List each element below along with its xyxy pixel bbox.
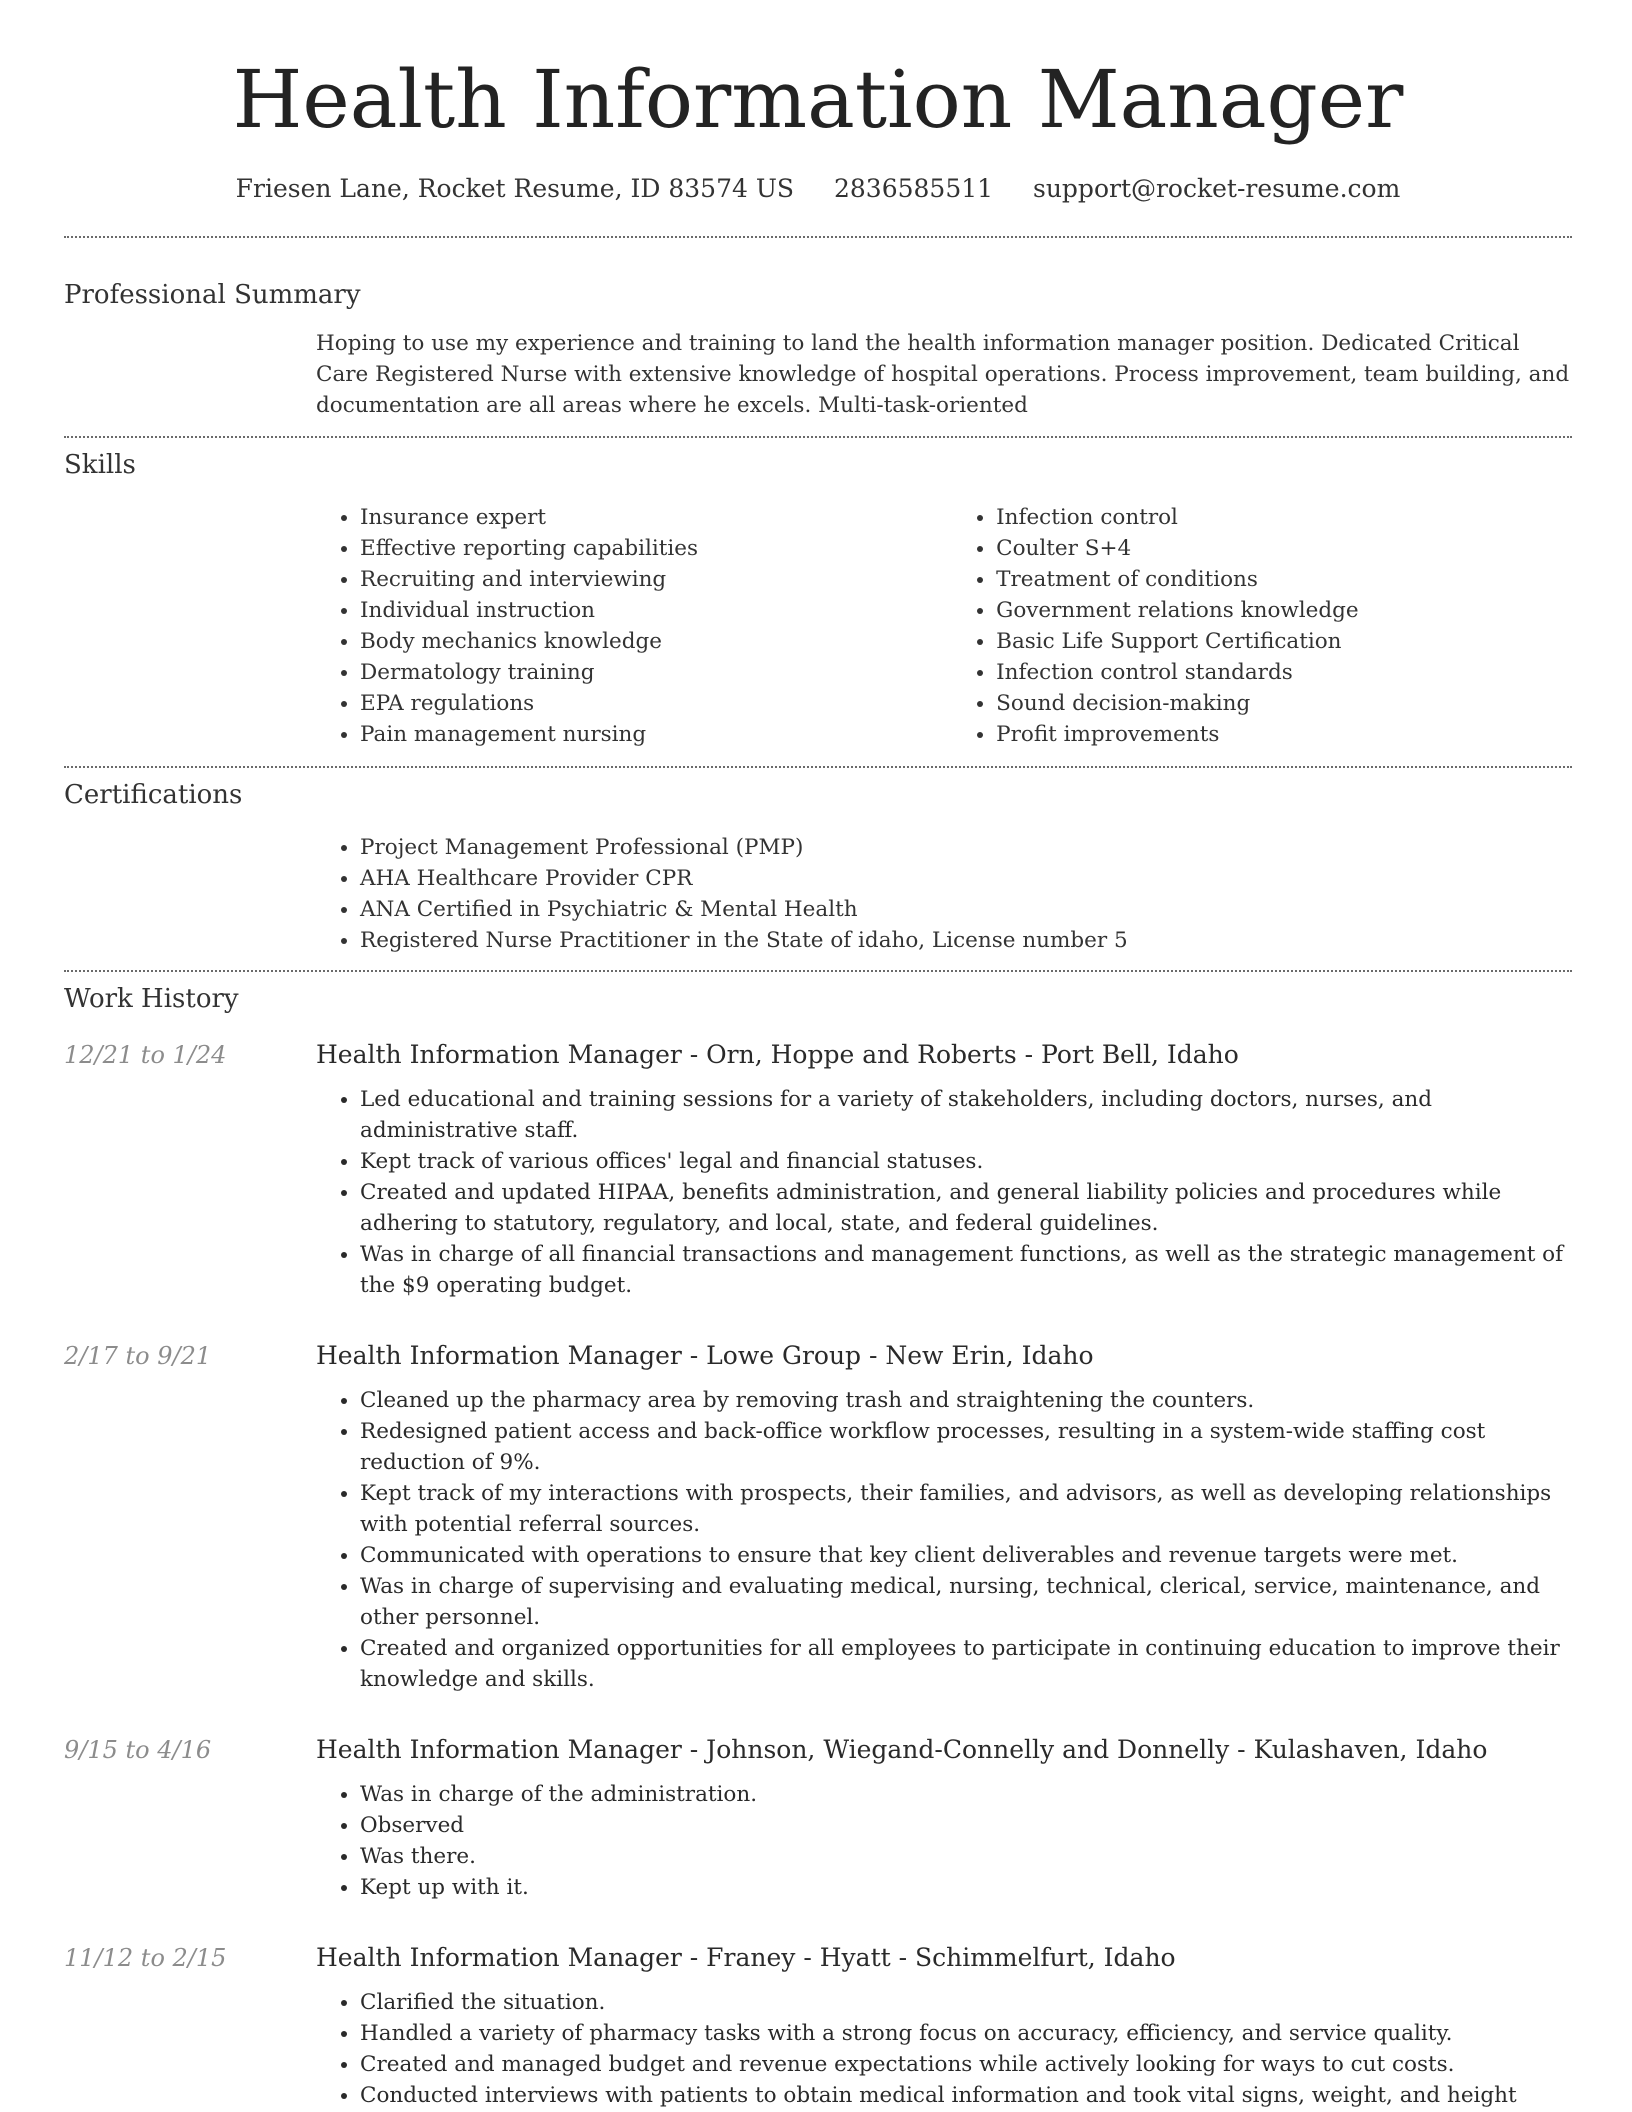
list-item: • Observed: [360, 1810, 1572, 1841]
section-title-certifications: Certifications: [64, 780, 243, 810]
contact-address: Friesen Lane, Rocket Resume, ID 83574 US: [235, 174, 795, 203]
skills-section: [64, 438, 1572, 750]
job-title: Health Information Manager - Lowe Group - New Erin, Idaho: [316, 1341, 1094, 1370]
candidate-name: Health Information Manager: [232, 53, 1404, 146]
list-item: • AHA Healthcare Provider CPR: [360, 863, 1572, 894]
section-title-summary: Professional Summary: [64, 280, 361, 310]
list-item: • Project Management Professional (PMP): [360, 832, 1572, 863]
list-item: • Government relations knowledge: [996, 595, 1572, 626]
skills-list-left: [316, 502, 952, 750]
contact-phone: 2836585511: [833, 174, 994, 203]
certifications-content: [316, 832, 1572, 956]
job-dates: 11/12 to 2/15: [64, 1944, 227, 1972]
list-item: • Infection control: [996, 502, 1572, 533]
list-item: • Kept track of various offices' legal and financial statuses.: [360, 1146, 1572, 1177]
list-item: • Created and managed budget and revenue expectations while actively looking for ways to cut costs.: [360, 2049, 1572, 2080]
list-item: • Clarified the situation.: [360, 1987, 1572, 2018]
list-item: • Kept track of my interactions with prospects, their families, and advisors, as well as developing relationships with potential referral sources.: [360, 1478, 1572, 1540]
resume-page: [64, 0, 1572, 2111]
list-item: • Led educational and training sessions for a variety of stakeholders, including doctors, nurses, and administrative staff.: [360, 1084, 1572, 1146]
job-bullets: [316, 1084, 1572, 1301]
list-item: • Handled a variety of pharmacy tasks with a strong focus on accuracy, efficiency, and service quality.: [360, 2018, 1572, 2049]
job-body: [316, 1941, 1572, 2111]
list-item: • Dermatology training: [360, 657, 952, 688]
job-bullets: [316, 1385, 1572, 1695]
list-item: • Was in charge of the administration.: [360, 1779, 1572, 1810]
job-title: Health Information Manager - Franey - Hyatt - Schimmelfurt, Idaho: [316, 1943, 1176, 1972]
contact-line: [64, 172, 1572, 206]
job-dates: 2/17 to 9/21: [64, 1342, 212, 1370]
job-body: [316, 1733, 1572, 1903]
list-item: • Insurance expert: [360, 502, 952, 533]
list-item: • Registered Nurse Practitioner in the State of idaho, License number 5: [360, 925, 1572, 956]
list-item: • Pain management nursing: [360, 719, 952, 750]
list-item: • EPA regulations: [360, 688, 952, 719]
list-item: • Kept up with it.: [360, 1872, 1572, 1903]
list-item: • Created and updated HIPAA, benefits administration, and general liability policies and procedures while adhering to statutory, regulatory, and local, state, and federal guidelines.: [360, 1177, 1572, 1239]
list-item: • Treatment of conditions: [996, 564, 1572, 595]
list-item: • Basic Life Support Certification: [996, 626, 1572, 657]
list-item: • Cleaned up the pharmacy area by removing trash and straightening the counters.: [360, 1385, 1572, 1416]
work-history-section: [64, 972, 1572, 2111]
list-item: • Coulter S+4: [996, 533, 1572, 564]
job-bullets: [316, 1779, 1572, 1903]
list-item: • Was there.: [360, 1841, 1572, 1872]
contact-email: support@rocket-resume.com: [1033, 174, 1401, 203]
list-item: • Body mechanics knowledge: [360, 626, 952, 657]
list-item: • Was in charge of all financial transactions and management functions, as well as the strategic management of the $9 operating budget.: [360, 1239, 1572, 1301]
summary-text: Hoping to use my experience and training to land the health information manager position. Dedicated Critical Care Registered Nurse with extensive knowledge of hospital operations. Process improvement, team building, and documentation are all areas where he excels. Multi-task-oriented: [316, 331, 1570, 418]
list-item: • Infection control standards: [996, 657, 1572, 688]
job-body: [316, 1038, 1572, 1301]
list-item: • ANA Certified in Psychiatric & Mental Health: [360, 894, 1572, 925]
job-bullets: [316, 1987, 1572, 2111]
list-item: • Communicated with operations to ensure that key client deliverables and revenue targets were met.: [360, 1540, 1572, 1571]
summary-section: [64, 238, 1572, 421]
job-dates: 12/21 to 1/24: [64, 1041, 227, 1069]
list-item: • Was in charge of supervising and evaluating medical, nursing, technical, clerical, service, maintenance, and other personnel.: [360, 1571, 1572, 1633]
skills-columns: [316, 502, 1572, 750]
list-item: • Individual instruction: [360, 595, 952, 626]
job-title: Health Information Manager - Johnson, Wiegand-Connelly and Donnelly - Kulashaven, Idaho: [316, 1735, 1488, 1764]
certifications-section: [64, 768, 1572, 956]
skills-list-right: [952, 502, 1572, 750]
certifications-list: [316, 832, 1572, 956]
list-item: • Sound decision-making: [996, 688, 1572, 719]
list-item: • Effective reporting capabilities: [360, 533, 952, 564]
resume-header: [64, 0, 1572, 206]
job-entry: [64, 1339, 1572, 1695]
job-entry: [64, 1038, 1572, 1301]
job-entry: [64, 1941, 1572, 2111]
section-title-work-history: Work History: [64, 984, 239, 1014]
job-title: Health Information Manager - Orn, Hoppe and Roberts - Port Bell, Idaho: [316, 1040, 1239, 1069]
job-body: [316, 1339, 1572, 1695]
job-dates: 9/15 to 4/16: [64, 1736, 212, 1764]
list-item: • Created and organized opportunities for all employees to participate in continuing education to improve their knowledge and skills.: [360, 1633, 1572, 1695]
section-title-skills: Skills: [64, 450, 136, 480]
list-item: • Conducted interviews with patients to obtain medical information and took vital signs, weight, and height: [360, 2080, 1572, 2111]
list-item: • Profit improvements: [996, 719, 1572, 750]
job-entry: [64, 1733, 1572, 1903]
list-item: • Redesigned patient access and back-office workflow processes, resulting in a system-wide staffing cost reduction of 9%.: [360, 1416, 1572, 1478]
list-item: • Recruiting and interviewing: [360, 564, 952, 595]
